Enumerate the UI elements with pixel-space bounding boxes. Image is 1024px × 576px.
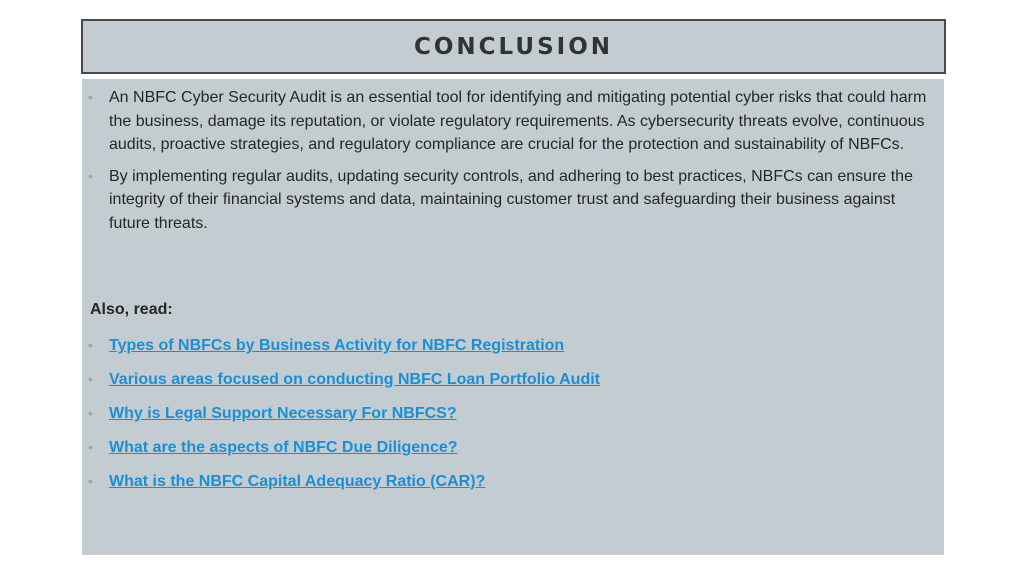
list-item [88, 470, 938, 504]
also-read-label: Also, read: [90, 301, 173, 318]
link-types-of-nbfcs[interactable]: Types of NBFCs by Business Activity for NBFC Registration [109, 337, 565, 354]
bullet-icon: • [88, 371, 93, 387]
list-item [88, 334, 938, 368]
link-due-diligence[interactable]: What are the aspects of NBFC Due Diligence? [109, 439, 458, 456]
paragraph-text: An NBFC Cyber Security Audit is an essential tool for identifying and mitigating potential cyber risks that could harm the business, damage its reputation, or violate regulatory requirements. As cybersecurity threats evolve, continuous audits, proactive strategies, and regulatory compliance are crucial for the protection and sustainability of NBFCs. [109, 89, 927, 153]
link-legal-support[interactable]: Why is Legal Support Necessary For NBFCS? [109, 405, 457, 422]
bullet-icon: • [88, 439, 93, 455]
list-item [88, 368, 938, 402]
slide-title: CONCLUSION [414, 33, 613, 60]
bullet-icon: • [88, 405, 93, 421]
bullet-icon: • [88, 473, 93, 489]
bullet-icon: • [88, 337, 93, 353]
link-capital-adequacy-ratio[interactable]: What is the NBFC Capital Adequacy Ratio (CAR)? [109, 473, 486, 490]
list-item [88, 402, 938, 436]
title-box [81, 19, 946, 74]
bullet-icon: • [88, 89, 93, 105]
list-item [88, 165, 938, 236]
list-item [88, 436, 938, 470]
list-item [88, 86, 938, 157]
link-loan-portfolio-audit[interactable]: Various areas focused on conducting NBFC Loan Portfolio Audit [109, 371, 600, 388]
bullet-icon: • [88, 167, 93, 184]
paragraph-text: By implementing regular audits, updating security controls, and adhering to best practices, NBFCs can ensure the integrity of their financial systems and data, maintaining customer trust and safeguarding their business against future threats. [109, 167, 913, 232]
paragraph-list [88, 86, 938, 243]
related-links-list [88, 334, 938, 504]
content-panel [82, 79, 944, 555]
